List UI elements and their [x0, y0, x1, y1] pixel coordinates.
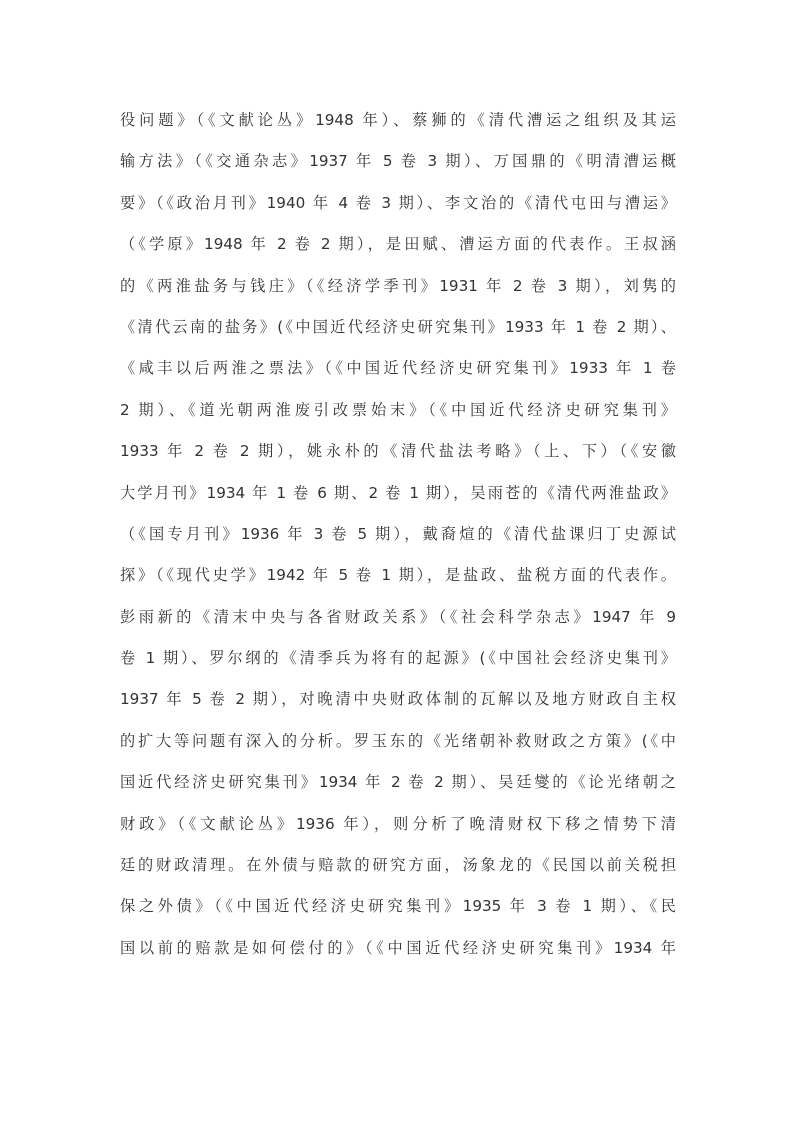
text-line-2: 输方法》（《交通杂志》1937 年 5 卷 3 期）、万国鼎的《明清漕运概	[120, 152, 676, 171]
text-line-11: （《国专月刊》1936 年 3 卷 5 期），戴裔煊的《清代盐课归丁史源试	[120, 524, 676, 543]
text-line-21: 国以前的赔款是如何偿付的》（《中国近代经济史研究集刊》1934 年	[120, 938, 676, 957]
text-line-7: 《咸丰以后两淮之票法》（《中国近代经济史研究集刊》1933 年 1 卷	[120, 359, 676, 378]
text-line-18: 财政》（《文献论丛》1936 年），则分析了晚清财权下移之情势下清	[120, 814, 676, 833]
body-text	[120, 100, 676, 969]
text-line-13: 彭雨新的《清末中央与各省财政关系》（《社会科学杂志》1947 年 9	[120, 607, 676, 626]
text-line-16: 的扩大等问题有深入的分析。罗玉东的《光绪朝补救财政之方策》(《中	[120, 731, 676, 750]
text-line-8: 2 期）、《道光朝两淮废引改票始末》（《中国近代经济史研究集刊》	[120, 400, 676, 419]
text-line-14: 卷 1 期）、罗尔纲的《清季兵为将有的起源》(《中国社会经济史集刊》	[120, 649, 676, 668]
text-line-4: （《学原》1948 年 2 卷 2 期），是田赋、漕运方面的代表作。王叔涵	[120, 235, 676, 254]
text-line-12: 探》（《现代史学》1942 年 5 卷 1 期），是盐政、盐税方面的代表作。	[120, 566, 676, 585]
text-line-1: 役问题》（《文献论丛》1948 年）、蔡狮的《清代漕运之组织及其运	[120, 111, 676, 129]
text-line-15: 1937 年 5 卷 2 期），对晚清中央财政体制的瓦解以及地方财政自主权	[120, 690, 676, 709]
text-line-6: 《清代云南的盐务》(《中国近代经济史研究集刊》1933 年 1 卷 2 期）、	[120, 317, 676, 336]
text-line-20: 保之外债》（《中国近代经济史研究集刊》1935 年 3 卷 1 期）、《民	[120, 897, 676, 916]
text-line-5: 的《两淮盐务与钱庄》（《经济学季刊》1931 年 2 卷 3 期），刘隽的	[120, 276, 676, 295]
text-line-19: 廷的财政清理。在外债与赔款的研究方面，汤象龙的《民国以前关税担	[120, 856, 676, 875]
text-line-3: 要》（《政治月刊》1940 年 4 卷 3 期）、李文治的《清代屯田与漕运》	[120, 193, 676, 212]
text-line-10: 大学月刊》1934 年 1 卷 6 期、2 卷 1 期），吴雨苍的《清代两淮盐政》	[120, 483, 676, 502]
text-line-9: 1933 年 2 卷 2 期），姚永朴的《清代盐法考略》（上、下）（《安徽	[120, 442, 676, 461]
text-line-17: 国近代经济史研究集刊》1934 年 2 卷 2 期）、吴廷燮的《论光绪朝之	[120, 773, 676, 792]
